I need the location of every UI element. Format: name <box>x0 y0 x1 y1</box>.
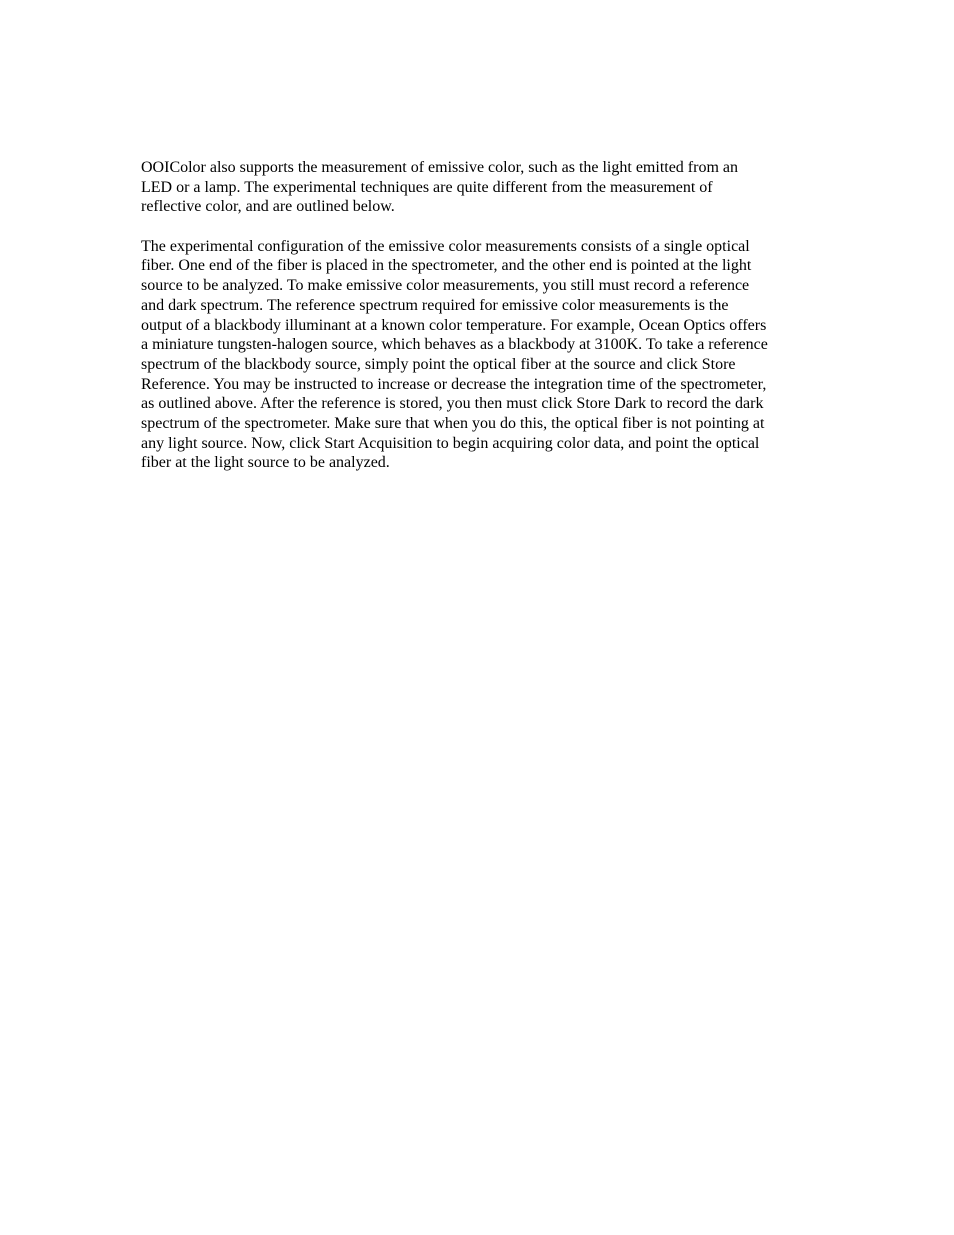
text-line: reflective color, and are outlined below. <box>141 198 395 216</box>
text-line: any light source. Now, click Start Acquisition to begin acquiring color data, and point the optical <box>141 434 760 452</box>
text-line: LED or a lamp. The experimental techniques are quite different from the measurement of <box>141 178 713 196</box>
text-line: spectrum of the blackbody source, simply point the optical fiber at the source and click Store <box>141 355 736 373</box>
text-line: spectrum of the spectrometer. Make sure that when you do this, the optical fiber is not pointing at <box>141 415 765 433</box>
text-line: The experimental configuration of the emissive color measurements consists of a single optical <box>141 237 750 255</box>
text-line: Reference. You may be instructed to increase or decrease the integration time of the spectrometer, <box>141 375 767 393</box>
paragraph-emissive-intro <box>141 158 831 217</box>
paragraph-experimental-configuration <box>141 237 831 473</box>
text-line: fiber. One end of the fiber is placed in the spectrometer, and the other end is pointed at the light <box>141 257 752 275</box>
text-line: output of a blackbody illuminant at a known color temperature. For example, Ocean Optics offers <box>141 316 767 334</box>
text-line: a miniature tungsten-halogen source, which behaves as a blackbody at 3100K. To take a reference <box>141 336 768 354</box>
text-line: OOIColor also supports the measurement of emissive color, such as the light emitted from an <box>141 159 739 176</box>
text-line: and dark spectrum. The reference spectrum required for emissive color measurements is the <box>141 296 729 314</box>
text-line: source to be analyzed. To make emissive color measurements, you still must record a reference <box>141 277 750 295</box>
text-line: fiber at the light source to be analyzed. <box>141 454 390 472</box>
document-body <box>141 158 831 473</box>
text-line: as outlined above. After the reference is stored, you then must click Store Dark to record the dark <box>141 395 764 413</box>
